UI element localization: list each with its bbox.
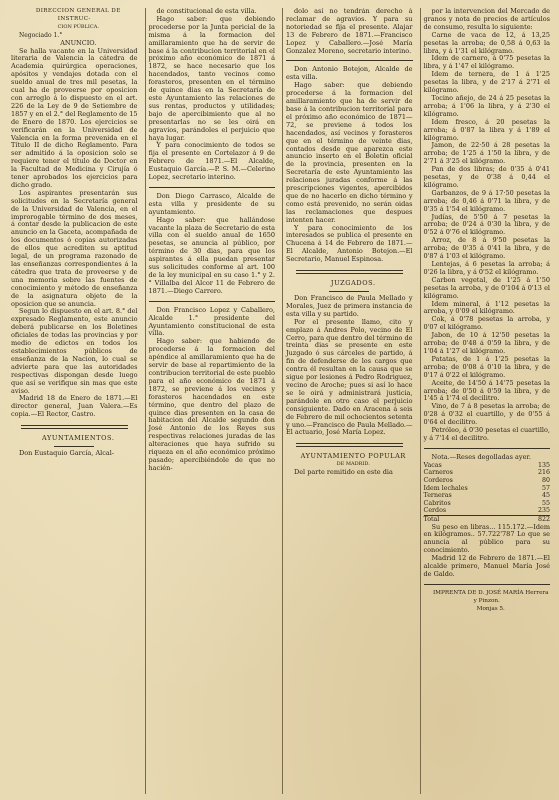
columns xyxy=(8,8,553,794)
row-label: Vacas xyxy=(423,461,442,469)
row-value: 80 xyxy=(541,476,550,484)
paragraph: Hago saber: que hallándose vacante la plaza de Secretario de esta villa con el sueldo anual de 1650 pesetas, se anuncia al público, por término de 30 dias, para que los aspirantes á ella puedan presentar sus solicitudes conforme al art. 100 de la ley municipal en su caso 1.° y 2.° Villalba del Alcor 11 de Febrero de 1871.—Diego Carrero. xyxy=(148,215,275,295)
paragraph: Hago saber: que debiendo procederse por la Junta pericial de la misma á la formacion del amillaramiento que ha de servir de base á la contribucion territorial en el próximo año económico de 1871 á 1872, se hace necesario que los hacendados, tanto vecinos como forasteros, presenten en el término de quince dias en la Secretaría de este Ayuntamiento las relaciones de sus rentas, productos y utilidades; bajo de apercibimiento que al no presentarlas no se les oirá en agravios, parándoles el perjuicio que haya lugar. xyxy=(148,14,275,142)
row-value: 235 xyxy=(537,507,550,515)
paragraph: Don Francisco de Paula Mellado y Morales, Juez de primera instancia de esta villa y su partido. xyxy=(286,294,413,318)
department-heading: DIRECCION GENERAL DE INSTRUC- xyxy=(35,8,121,22)
paragraph: Idem mineral, á 1'12 pesetas la arroba, y 0'09 el kilógramo. xyxy=(423,299,550,316)
table-row xyxy=(424,500,551,508)
section-subtitle: DE MADRID. xyxy=(336,461,370,468)
paragraph: Petróleo, á 0'30 pesetas el cuartillo, y á 7'14 el decilitro. xyxy=(423,426,550,442)
column-1 xyxy=(8,8,141,794)
column-3 xyxy=(282,8,416,794)
paragraph: Arroz, de 8 á 9'50 pesetas la arroba; de 0'35 á 0'41 la libra, y de 0'87 á 1'03 el kilógramo. xyxy=(423,236,550,261)
row-value: 57 xyxy=(541,484,550,492)
section-divider xyxy=(296,270,403,274)
paragraph: Segun lo dispuesto en el art. 8.° del expresado Reglamento, este anuncio deberá publicarse en los Boletines oficiales de todas las provincias y por medio de edictos en todos los establecimientos públicos de enseñanza de la Nacion, lo cual se advierte para que las autoridades respectivas dispongan desde luego que así se verifique sin mas que este aviso. xyxy=(11,307,138,395)
column-2 xyxy=(145,8,279,794)
paragraph: Y para conocimiento de todos se fija el presente en Cortelazor á 9 de Febrero de 1871.—El Alcalde, Eustaquio García.—P. S. M.—Celerino Lopez, secretario interino. xyxy=(148,141,275,182)
divider xyxy=(329,291,369,292)
paragraph: Carbon vegetal, de 1'25 á 1'50 pesetas la arroba, y de 0'104 á 0'13 el kilógramo. xyxy=(423,275,550,300)
divider xyxy=(54,446,94,447)
paragraph: Don Antonio Botejon, Alcalde de esta villa. xyxy=(286,65,413,82)
paragraph: Carne de vaca de 12, á 13,25 pesetas la arroba; de 0,58 á 0,63 la libra, y á 1'31 el kilógramo. xyxy=(423,30,550,55)
paragraph: Por el presente llamo, cito y emplazo á Andres Polo, vecino de El Cerro, para que dentro del término de treinta dias se presente en este Juzgado ó sus cárceles de partido, á fin de defenderse de los cargos que contra él resultan en la causa que se sigue por lesiones á Pedro Rodriguez, vecino de Aroche; pues si así lo hace se le oirá y administrará justicia, parándole en otro caso el perjuicio consiguiente. Dado en Aracena á seis de Febrero de mil ochocientos setenta y uno.—Francisco de Paula Mellado.—El actuario, José María Lopez. xyxy=(286,317,413,437)
slaughter-table xyxy=(424,462,551,524)
row-label: Corderos xyxy=(423,476,453,484)
table-row xyxy=(424,492,551,500)
imprint-address: Monjas 5. xyxy=(476,605,505,612)
paragraph: dolo así no tendrán derecho á reclamar de agravios. Y para su notoriedad se fija el presente. Alajar 13 de Febrero de 1871.—Francisco Lopez y Caballero.—José María Gonzalez Moreno, secretario interino. xyxy=(286,8,413,55)
paragraph: Patatas, de 1 á 1'25 pesetas la arroba; de 0'08 á 0'10 la libra, y de 0'17 á 0'22 el kilógramo. xyxy=(423,354,550,379)
row-label: Terneras xyxy=(423,492,452,500)
paragraph: Idem de ternera, de 1 á 1'25 pesetas la libra, y de 2'17 á 2'71 el kilógramo. xyxy=(423,70,550,95)
imprint: IMPRENTA DE D. JOSÉ MARÍA Herrera y Pinzon. xyxy=(432,589,549,604)
paragraph: Madrid 12 de Febrero de 1871.—El alcalde primero, Manuel María José de Galdo. xyxy=(423,554,550,578)
paragraph: Su peso en libras... 115.172.—Idem en kilógramos.. 57.722'787 Lo que se anuncia al público para su conocimiento. xyxy=(423,522,550,555)
paragraph: Aceite, de 14'50 á 14'75 pesetas la arroba; de 0'50 á 0'59 la libra, y de 1'45 á 1'74 el decilitro. xyxy=(423,378,550,403)
paragraph: Idem fresco, á 20 pesetas la arroba; á 0'87 la libra y á 1'89 el kilógramo. xyxy=(423,117,550,142)
paragraph: Hago saber: que habiendo de procederse á la formacion del apéndice al amillaramiento que ha de servir de base al repartimiento de la contribucion territorial de este pueblo para el año económico de 1871 á 1872, se previene á los vecinos y forasteros hacendados en este término, que dentro del plazo de quince dias presenten en la casa de habitacion del Alcalde segundo don José Antonio de los Reyes sus respectivas relaciones juradas de las alteraciones que haya sufrido su riqueza en el año económico próximo pasado; apercibiéndole de que no hacién- xyxy=(148,337,275,472)
notice-title: ANUNCIO. xyxy=(60,38,97,47)
paragraph: Don Eustaquio García, Alcal- xyxy=(19,449,115,458)
paragraph: Jabon, de 10 á 12'50 pesetas la arroba; de 0'48 á 0'59 la libra, y de 1'04 á 1'27 el kilógramo. xyxy=(423,331,550,355)
section-divider xyxy=(296,443,403,447)
paragraph: Madrid 18 de Enero de 1871.—El director general, Juan Valera.—Es copia.—El Rector, Castro. xyxy=(11,394,138,419)
row-value: 55 xyxy=(541,499,550,507)
table-row xyxy=(424,485,551,493)
section-title-ayuntamientos: AYUNTAMIENTOS. xyxy=(41,434,115,443)
divider xyxy=(149,301,276,302)
paragraph: Lentejas, á 6 pesetas la arroba; á 0'26 la libra, y á 0'52 el kilógramo. xyxy=(423,260,550,276)
paragraph: Del parte remitido en este dia xyxy=(294,468,393,477)
paragraph: Los aspirantes presentarán sus solicitudes en la Secretaría general de la Universidad de Valencia, en el improrogable término de dos meses, á contar desde la publicacion de este anuncio en la Gaceta, acompañada de los documentos ó copias autorizadas de ellos que acrediten su aptitud legal, de un programa razonado de las enseñanzas correspondientes á la cátedra que trata de proveerse y de una memoria sobre las fuentes de conocimiento y método de enseñanza de la asignatura objeto de la oposicion que se anuncia. xyxy=(11,188,138,308)
divider xyxy=(149,187,276,188)
row-label: Cabritos xyxy=(423,499,451,507)
paragraph: Pan de dos libras; de 0'35 á 0'41 pesetas, y de 0'38 á 0,44 el kilógramo. xyxy=(423,165,550,189)
row-value: 216 xyxy=(537,469,550,477)
section-divider xyxy=(21,425,128,429)
row-label: Carneros xyxy=(423,469,453,477)
paragraph: Vino, de 7 á 8 pesetas la arroba; de 0'28 á 0'32 el cuartillo, y de 0'55 á 0'64 el decilitro. xyxy=(423,402,550,427)
paragraph: Idem de carnero, á 0'75 pesetas la libra, y á 1'47 el kilógramo. xyxy=(423,54,550,71)
row-label: Idem lechales xyxy=(423,484,468,492)
paragraph: de constitucional de esta villa. xyxy=(156,8,257,15)
paragraph: Garbanzos, de 9 á 17·50 pesetas la arroba; de 0,46 á 0'71 la libra, y de 0'35 á 1'54 el kilógramo. xyxy=(423,188,550,213)
table-row xyxy=(424,477,551,485)
row-value: 45 xyxy=(541,492,550,500)
table-row xyxy=(424,507,551,515)
divider xyxy=(424,448,551,449)
table-row xyxy=(424,462,551,470)
row-label: Cerdos xyxy=(423,507,447,515)
row-value: 135 xyxy=(537,461,550,469)
paragraph: Don Diego Carrasco, Alcalde de esta villa y presidente de su ayuntamiento. xyxy=(148,191,275,216)
paragraph: Y para conocimiento de los interesados se publica el presente en Chucena á 14 de Febrero de 1871.—El Alcalde, Antonio Botejon.—El Secretario, Manuel Espinosa. xyxy=(286,223,413,264)
negociado-label: Negociado 1.° xyxy=(19,31,63,39)
table-row xyxy=(424,469,551,477)
paragraph: Jamon, de 22·50 á 28 pesetas la arroba; de 1'25 á 1'50 la libra, y de 2'71 á 3'25 el kilógramo. xyxy=(423,141,550,166)
section-title-ayuntamiento-madrid: AYUNTAMIENTO POPULAR xyxy=(300,452,406,461)
divider xyxy=(286,60,413,61)
paragraph: por la intervencion del Mercado de granos y nota de precios de artículos de consumo, resulta lo siguiente: xyxy=(423,8,550,31)
nota-label: Nota.—Reses degolladas ayer. xyxy=(431,452,531,461)
section-title-juzgados: JUZGADOS. xyxy=(330,279,376,288)
paragraph: Tocino añejo, de 24 á 25 pesetas la arroba; á 1'06 la libra, y á 2'30 el kilógramo. xyxy=(423,93,550,118)
column-4 xyxy=(420,8,554,794)
paragraph: Hago saber: que debiendo procederse á la formacion del amillaramiento que ha de servir de base á la contribucion territorial para el próximo año económico de 1871—72, se previene á todos los hacendados, así vecinos y forasteros que en el término de veinte dias, contados desde que aparezca este anuncio inserto en el Boletin oficial de la provincia, presenten en la Secretaría de este Ayuntamiento las relaciones juradas conforme á las prescripciones vigentes, apercibidos que de no hacerlo en dicho término y como está prevenido, no serán oidas las reclamaciones que despues intenten hacer. xyxy=(286,81,413,224)
paragraph: Se halla vacante en la Universidad literaria de Valencia la cátedra de Academia quirúrgica operaciones, apósitos y vendajes dotada con el sueldo anual de tres mil pesetas, la cual ha de proveerse por oposicion con arreglo á lo dispuesto en el art. 226 de la Ley de 9 de Setiembre de 1857 y en el 2.° del Reglamento de 15 de Enero de 1870. Los ejercicios se verificarán en la Universidad de Valencia en la forma prevenida en el Título II de dicho Reglamento. Para ser admitido á la oposicion solo se requiere tener el título de Doctor en la Facultad de Medicina y Cirujía ó tener aprobados los ejercicios para dicho grado. xyxy=(11,46,138,189)
paragraph: Don Francisco Lopez y Caballero, Alcalde 1.° presidente del Ayuntamiento constitucional de esta villa. xyxy=(148,305,275,338)
divider xyxy=(424,584,551,585)
total-label: Total xyxy=(424,515,523,523)
total-value: 822 xyxy=(523,515,550,523)
department-subheading: CION PÚBLICA. xyxy=(57,23,99,30)
paragraph: Judías, de 5'50 á 7 pesetas la arroba; de 0'24 á 0'30 la libra, y de 0'52 á 0'76 el kilógramo. xyxy=(423,212,550,237)
paragraph: Cok, á 0'78 pesetas la arroba, y 0'07 el kilógramo. xyxy=(423,315,550,332)
